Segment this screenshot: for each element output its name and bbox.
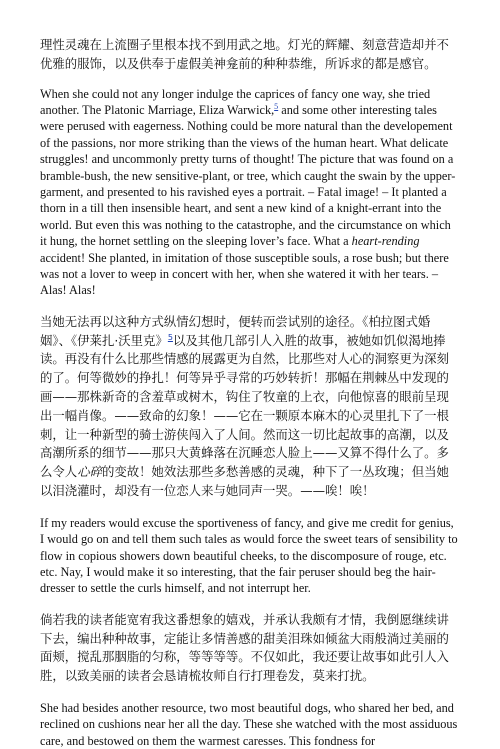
text-run: and some other interesting tales were perused with eagerness. Nothing could be more natural than the developement of the passions, nor more striking than the views of the human heart. What delicate struggles! and uncommonly pretty turns of thought! The picture that was found on a bramble-bush, the new sensitive-plant, or tree, which caught the swain by the upper-garment, and presented to his ravished eyes a portrait. – Fatal image! – It planted a thorn in a till then insensible heart, and sent a new kind of a knight-errant into the world. But even this was nothing to the catastrophe, and the circumstance on which it hung, the hornet settling on the sleeping lover’s face. What a <box>40 103 456 249</box>
footnote-link[interactable]: 5 <box>274 101 279 111</box>
paragraph-zh-1 <box>40 36 460 74</box>
text-run: 倘若我的读者能宽宥我这番想象的嬉戏，并承认我颇有才情，我倒愿继续讲下去，编出种种故事，定能让多情善感的甜美泪珠如倾盆大雨般淌过美丽的面颊，搅乱那胭脂的匀称，等等等等。不仅如此，我还要让故事如此引人入胜，以致美丽的读者会恳请梳妆师自行打理卷发，莫来打扰。 <box>40 611 449 684</box>
text-run: When she could not any longer indulge the caprices of fancy one way, she tried another. The Platonic Marriage, Eliza Warwick, <box>40 86 431 117</box>
paragraph-zh-3 <box>40 611 460 686</box>
footnote-link[interactable]: 5 <box>167 332 173 342</box>
text-run: accident! She planted, in imitation of those susceptible souls, a rose bush; but there was not a lover to weep in concert with her, when she watered it with her tears. – Alas! Alas! <box>40 250 449 298</box>
text-run: She had besides another resource, two most beautiful dogs, who shared her bed, and reclined on cushions near her all the day. These she watched with the most assiduous care, and bestowed on them the warmest caresses. This fondness for <box>40 701 458 748</box>
paragraph-en-1 <box>40 86 460 299</box>
italic-text: heart-rending <box>351 234 420 249</box>
paragraph-zh-2 <box>40 313 460 501</box>
paragraph-en-3 <box>40 700 460 749</box>
text-run: 的变故！她效法那些多愁善感的灵魂，种下了一丛玫瑰；但当她以泪浇灌时，却没有一位恋人来与她同声一哭。——唉！唉！ <box>40 464 449 499</box>
paragraph-en-2 <box>40 515 460 597</box>
text-run: 理性灵魂在上流圈子里根本找不到用武之地。灯光的辉耀、刻意营造却并不优雅的服饰，以及供奉于虚假美神龛前的种种恭维，所诉求的都是感官。 <box>40 37 449 71</box>
text-run: 当她无法再以这种方式纵情幻想时，便转而尝试别的途径。《柏拉图式婚姻》、《伊莱扎·沃里克》 <box>40 313 431 348</box>
italic-text: 心碎 <box>77 464 102 480</box>
text-run: If my readers would excuse the sportiveness of fancy, and give me credit for genius, I would go on and tell them such tales as would force the sweet tears of sensibility to flow in copious showers down beautiful cheeks, to the discomposure of rouge, etc. etc. Nay, I would make it so interesting, that the fair peruser should beg the hair-dresser to settle the curls himself, and not interrupt her. <box>40 515 458 596</box>
text-run: 以及其他几部引人入胜的故事，被她如饥似渴地捧读。再没有什么比那些情感的展露更为自然，比那些对人心的洞察更为深刻的了。何等微妙的挣扎！何等异乎寻常的巧妙转折！那幅在荆棘丛中发现的画——那株新奇的含羞草或树木，钩住了牧童的上衣，向他惊喜的眼前呈现出一幅肖像。——致命的幻象！——它在一颗原本麻木的心灵里扎下了一根刺，让一种新型的骑士游侠闯入了人间。然而这一切比起故事的高潮，以及高潮所系的细节——那只大黄蜂落在沉睡恋人脸上——又算不得什么了。多么令人 <box>40 332 449 480</box>
